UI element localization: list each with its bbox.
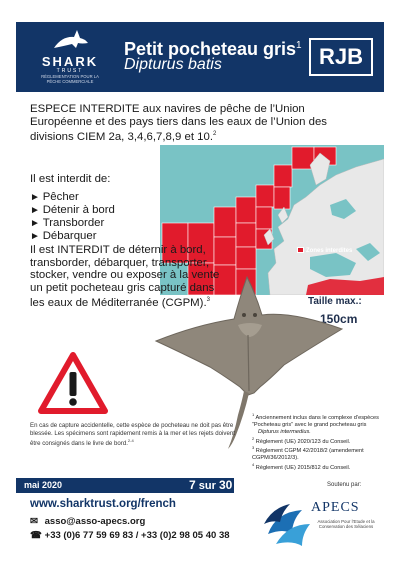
footnote-number: 4 <box>252 462 255 468</box>
partner-description: Association Pour l’Etude et la Conservation des Sélaciens <box>317 519 375 530</box>
footnote-3 <box>252 445 384 462</box>
footnote-number: 1 <box>252 412 255 417</box>
prohibited-actions-list <box>30 191 115 243</box>
footnote-text: Anciennement inclus dans le complexe d’espèces “Pocheteau gris” avec le grand pocheteau gris <box>252 414 379 428</box>
footnote-species: Dipturus intermedius. <box>258 428 311 435</box>
max-size-label: Taille max.: <box>308 296 362 307</box>
warning-triangle-icon <box>38 352 108 414</box>
page-counter <box>189 478 232 492</box>
website-link[interactable]: www.sharktrust.org/french <box>30 498 176 510</box>
telephone-icon: ☎ <box>30 530 42 541</box>
footnote-text: Règlement (UE) 2015/812 du Conseil. <box>255 464 351 471</box>
species-title-text: Petit pocheteau gris <box>124 39 297 59</box>
list-item: ► Pêcher <box>30 191 115 204</box>
footnote-1 <box>252 412 384 429</box>
footnote-2 <box>252 436 384 446</box>
prohibited-actions-title: Il est interdit de: <box>30 173 111 185</box>
map-legend <box>297 247 352 254</box>
logo-subtitle-line-2: PÊCHE COMMERCIALE <box>46 79 94 84</box>
list-item: ► Débarquer <box>30 230 115 243</box>
shark-logo-icon <box>50 28 90 54</box>
accident-text: En cas de capture accidentelle, cette espèce de pocheteau ne doit pas être blessée. Les spécimens sont rapidement remis à la mer et les rejets doivent être consignés dans le livre de bord. <box>30 422 235 448</box>
map-legend-label: Zones interdites <box>306 248 353 254</box>
partner-name: APECS <box>311 500 360 515</box>
shark-trust-logo <box>24 28 116 88</box>
footnote-text: Règlement (UE) 2020/123 du Conseil. <box>255 438 351 445</box>
supported-by-label: Soutenu par: <box>327 482 362 488</box>
rule-footnote-marker: 3 <box>206 297 210 303</box>
footnote-text: Règlement CGPM 42/2018/2 (amendement CGPM/36/2012/3). <box>252 448 364 462</box>
list-item: ► Transborder <box>30 217 115 230</box>
intro-text: ESPECE INTERDITE aux navires de pêche de l’Union Européenne et des pays tiers dans les eaux de l’Union des divisions CIEM 2a, 3,4,6,7,8,9 et 10. <box>30 103 327 143</box>
accident-footnote-marker: 2-4 <box>127 438 134 444</box>
prohibition-intro <box>30 103 330 143</box>
intro-footnote-marker: 2 <box>213 131 217 137</box>
publication-date: mai 2020 <box>24 480 63 490</box>
header-banner <box>16 22 384 92</box>
title-footnote-marker: 1 <box>296 40 302 51</box>
legend-swatch <box>297 247 304 253</box>
max-size-value: 150cm <box>320 312 358 326</box>
list-item: ► Détenir à bord <box>30 204 115 217</box>
accidental-capture-note <box>30 422 240 448</box>
logo-trust-text: TRUST <box>56 68 84 74</box>
footnotes <box>252 412 384 472</box>
phone-contact <box>30 530 230 541</box>
date-page-bar <box>16 478 234 493</box>
footnote-number: 2 <box>252 435 255 441</box>
logo-wordmark: SHARK <box>41 54 99 69</box>
email-address: asso@asso-apecs.org <box>44 516 146 527</box>
species-latin-name: Dipturus batis <box>124 56 222 73</box>
page-number: 7 <box>189 478 196 492</box>
rule-text: Il est INTERDIT de déternir à bord, transborder, débarquer, transporter, stocker, vendre ou exposer à la vente un petit pocheteau gris capturé dans les eaux de Méditerranée (CGPM). <box>30 244 220 309</box>
envelope-icon: ✉ <box>30 516 38 527</box>
page-separator: sur <box>198 480 216 492</box>
logo-subtitle-line-1: RÉGLEMENTATION POUR LA <box>41 74 99 79</box>
footnote-number: 3 <box>252 445 255 451</box>
page-total: 30 <box>218 478 233 492</box>
email-contact[interactable] <box>30 516 145 527</box>
footnote-4 <box>252 462 384 472</box>
species-code-badge: RJB <box>309 38 373 76</box>
phone-numbers: +33 (0)6 77 59 69 83 / +33 (0)2 98 05 40 38 <box>44 530 230 541</box>
